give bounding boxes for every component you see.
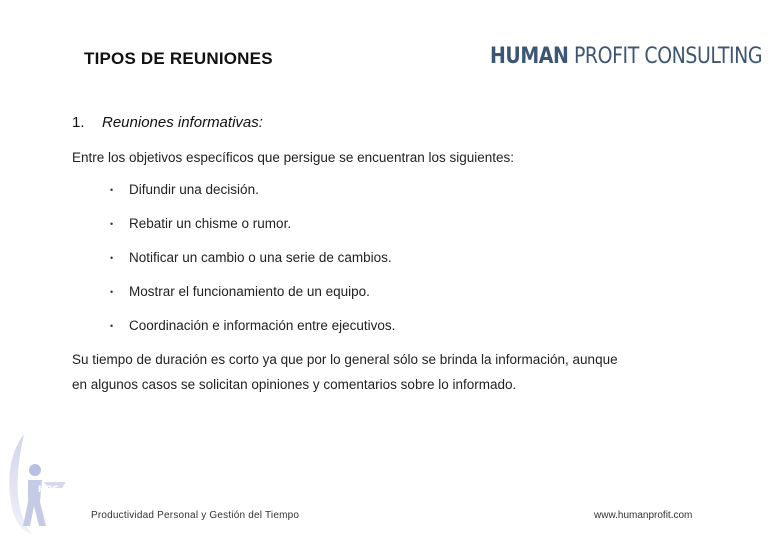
figure-logo-text: HPC <box>38 485 59 495</box>
list-item-text: Mostrar el funcionamiento de un equipo. <box>129 284 370 299</box>
footer-website: www.humanprofit.com <box>594 510 693 521</box>
bullet-icon: • <box>110 253 114 263</box>
list-item <box>110 216 395 250</box>
summary-line-1: Su tiempo de duración es corto ya que por lo general sólo se brinda la información, aunque <box>72 352 618 367</box>
brand-logo <box>490 44 762 69</box>
bullet-list <box>110 182 395 352</box>
brand-logo-bold: HUMAN <box>490 44 569 69</box>
list-item-text: Notificar un cambio o una serie de cambios. <box>129 250 392 265</box>
footer-course-title: Productividad Personal y Gestión del Tiempo <box>91 510 300 521</box>
brand-logo-rest: PROFIT CONSULTING <box>573 44 763 69</box>
list-item <box>110 250 395 284</box>
bullet-icon: • <box>110 185 114 195</box>
summary-paragraph <box>72 347 712 397</box>
list-item <box>110 182 395 216</box>
bullet-icon: • <box>110 219 114 229</box>
bullet-icon: • <box>110 321 114 331</box>
intro-text: Entre los objetivos específicos que persigue se encuentran los siguientes: <box>72 150 515 165</box>
bullet-icon: • <box>110 287 114 297</box>
section-heading-text: Reuniones informativas: <box>102 114 263 131</box>
figure-logo-icon <box>4 430 72 536</box>
list-item-text: Coordinación e información entre ejecutivos. <box>129 318 396 333</box>
section-heading <box>72 114 263 131</box>
list-item-text: Rebatir un chisme o rumor. <box>129 216 292 231</box>
page-title: TIPOS DE REUNIONES <box>84 49 273 68</box>
summary-line-2: en algunos casos se solicitan opiniones y comentarios sobre lo informado. <box>72 377 517 392</box>
list-item <box>110 284 395 318</box>
section-number: 1. <box>72 114 85 131</box>
list-item-text: Difundir una decisión. <box>129 182 259 197</box>
